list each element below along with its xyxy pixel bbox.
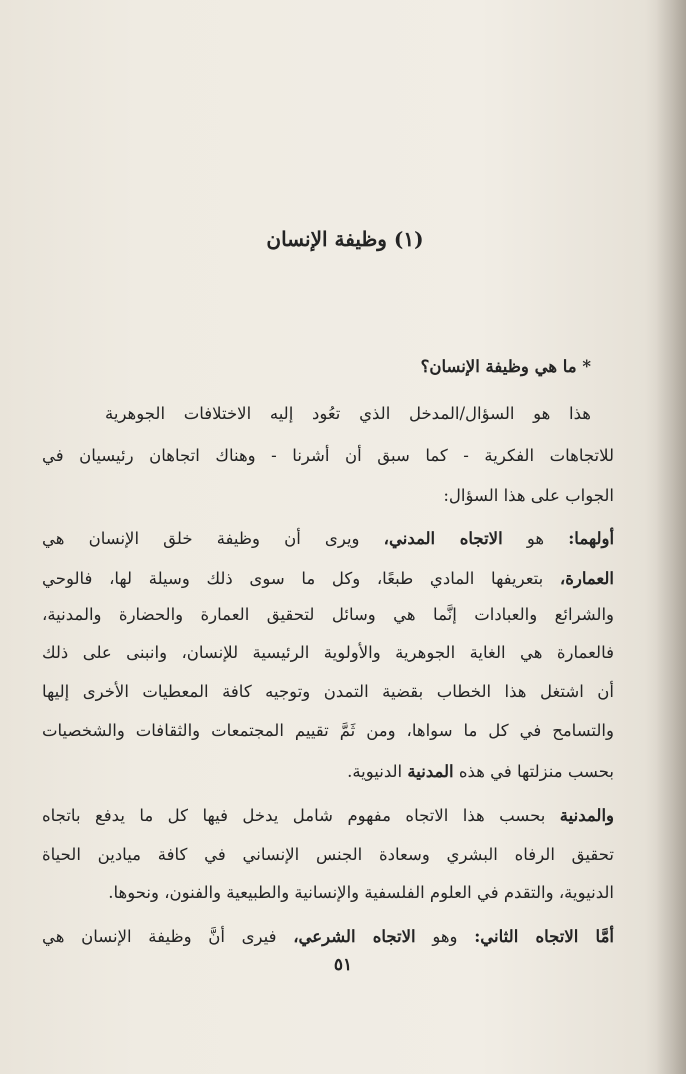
paragraph2-line5: أن اشتغل هذا الخطاب بقضية التمدن وتوجيه كافة المعطيات الأخرى إليها (42, 682, 614, 701)
paragraph2-text: ويرى أن وظيفة خلق الإنسان هي (42, 529, 360, 548)
paragraph3-text: بحسب هذا الاتجاه مفهوم شامل يدخل فيها كل ما يدفع باتجاه (42, 806, 546, 825)
paragraph3-line2: تحقيق الرفاه البشري وسعادة الجنس الإنساني في كافة ميادين الحياة (42, 845, 614, 864)
paragraph2-text: بتعريفها المادي طبعًا، وكل ما سوى ذلك وسيلة لها، فالوحي (42, 569, 544, 588)
paragraph2-text: بحسب منزلتها في هذه (458, 762, 614, 781)
paragraph2-term-first: أولهما: (568, 529, 615, 548)
paragraph2-text: الدنيوية. (347, 762, 403, 781)
paragraph2-line2 (42, 564, 614, 594)
paragraph1-line1: هذا هو السؤال/المدخل الذي تعُود إليه الاختلافات الجوهرية (105, 404, 591, 423)
paragraph2-text: هو (526, 529, 545, 548)
spine-shadow (656, 0, 686, 1074)
paragraph2-line4: فالعمارة هي الغاية الجوهرية والأولوية الرئيسية للإنسان، وانبنى على ذلك (42, 643, 614, 662)
paragraph4-term-sharia: الاتجاه الشرعي، (293, 927, 416, 946)
paragraph1-line3: الجواب على هذا السؤال: (443, 486, 614, 505)
paragraph2-line1 (42, 524, 614, 554)
paragraph4-text: وهو (432, 927, 458, 946)
paragraph2-line3: والشرائع والعبادات إنَّما هي وسائل لتحقيق العمارة والحضارة والمدنية، (42, 605, 614, 624)
paragraph2-line6: والتسامح في كل ما سواها، ومن ثَمَّ تقييم المجتمعات والثقافات والشخصيات (42, 721, 614, 740)
page-number: ٥١ (333, 955, 353, 975)
paragraph2-term-construction: العمارة، (559, 569, 614, 588)
paragraph3-line1 (42, 801, 614, 831)
paragraph3-term-civilization: والمدنية (559, 806, 614, 825)
paragraph2-term-civilization: المدنية (407, 762, 454, 781)
paragraph4-term-second: أمَّا الاتجاه الثاني: (474, 927, 614, 946)
chapter-heading: (١) وظيفة الإنسان (266, 227, 424, 251)
paragraph2-term-civil: الاتجاه المدني، (383, 529, 503, 548)
question-heading: * ما هي وظيفة الإنسان؟ (420, 357, 591, 376)
paragraph4-line1 (42, 922, 614, 952)
paragraph3-line3: الدنيوية، والتقدم في العلوم الفلسفية والإنسانية والطبيعية والفنون، ونحوها. (108, 883, 614, 902)
paragraph2-line7 (347, 757, 614, 787)
paragraph4-text: فيرى أنَّ وظيفة الإنسان هي (42, 927, 277, 946)
paragraph1-line2: للاتجاهات الفكرية - كما سبق أن أشرنا - وهناك اتجاهان رئيسيان في (42, 446, 614, 465)
